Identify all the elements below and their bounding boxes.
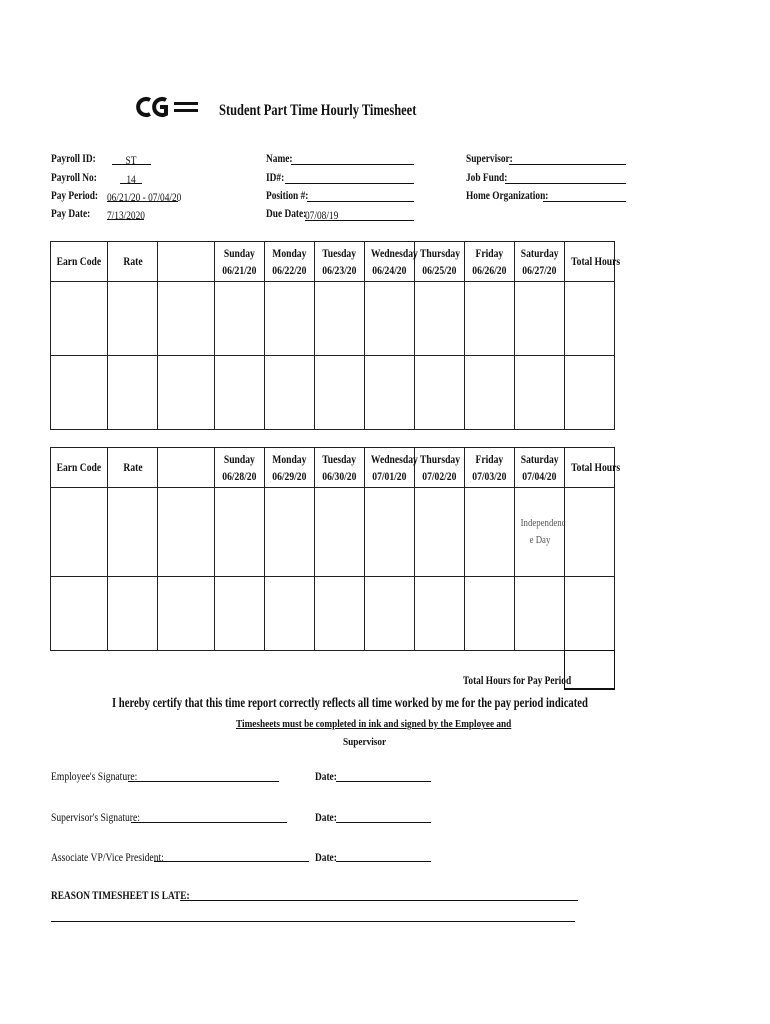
name-label: Name: <box>266 151 293 165</box>
week2-cell[interactable] <box>565 488 615 577</box>
week2-cell[interactable] <box>415 488 465 577</box>
supervisor-date-label: Date: <box>315 810 337 824</box>
position-label: Position #: <box>266 188 309 202</box>
pay-date-label: Pay Date: <box>51 206 91 220</box>
week2-day-header: Tuesday 06/30/20 <box>315 448 365 488</box>
week2-cell[interactable] <box>515 577 565 651</box>
due-date-value: 07/08/19 <box>305 208 339 222</box>
reason-late-line2[interactable] <box>51 921 575 922</box>
certification-text: I hereby certify that this time report correctly reflects all time worked by me for the pay period indicated <box>112 696 588 711</box>
home-org-field[interactable] <box>543 188 626 202</box>
vp-date-label: Date: <box>315 850 337 864</box>
holiday-note-line2: e Day <box>529 534 550 546</box>
week1-cell[interactable] <box>315 282 365 356</box>
total-pay-period-box[interactable] <box>564 650 615 690</box>
week2-cell[interactable] <box>315 577 365 651</box>
supervisor-field[interactable] <box>509 151 626 165</box>
week1-cell[interactable] <box>415 356 465 430</box>
week1-cell[interactable] <box>265 282 315 356</box>
week2-total-header: Total Hours <box>565 448 615 488</box>
name-field[interactable] <box>291 151 414 165</box>
logo <box>136 96 200 118</box>
pay-date-value-box[interactable] <box>107 206 144 220</box>
home-org-label: Home Organization: <box>466 188 549 202</box>
id-label: ID#: <box>266 170 285 184</box>
week2-row <box>51 577 615 651</box>
week2-day-header: Wednesday 07/01/20 <box>365 448 415 488</box>
payroll-no-label: Payroll No: <box>51 170 97 184</box>
vp-signature-line[interactable] <box>154 861 309 862</box>
week1-day-header: Sunday 06/21/20 <box>215 242 265 282</box>
week1-header-row <box>51 242 615 282</box>
employee-signature-label: Employee's Signature: <box>51 769 138 783</box>
week1-cell[interactable] <box>108 356 158 430</box>
week2-cell[interactable] <box>415 577 465 651</box>
week2-day-header: Friday 07/03/20 <box>465 448 515 488</box>
reason-late-label: REASON TIMESHEET IS LATE: <box>51 888 190 902</box>
week2-cell[interactable] <box>108 488 158 577</box>
week1-rate-header: Rate <box>108 242 158 282</box>
week2-cell[interactable] <box>465 577 515 651</box>
week1-cell[interactable] <box>415 282 465 356</box>
position-field[interactable] <box>307 188 414 202</box>
payroll-id-label: Payroll ID: <box>51 151 96 165</box>
week1-cell[interactable] <box>465 356 515 430</box>
week1-day-header: Thursday 06/25/20 <box>415 242 465 282</box>
ink-note-line1: Timesheets must be completed in ink and signed by the Employee and <box>236 718 512 730</box>
week2-cell[interactable] <box>158 577 215 651</box>
pay-date-value: 7/13/2020 <box>107 208 145 222</box>
due-date-label: Due Date: <box>266 206 307 220</box>
week2-day-header: Monday 06/29/20 <box>265 448 315 488</box>
week2-day-header: Saturday 07/04/20 <box>515 448 565 488</box>
week2-cell[interactable] <box>51 488 108 577</box>
week1-cell[interactable] <box>365 356 415 430</box>
week1-cell[interactable] <box>108 282 158 356</box>
holiday-note-cell[interactable] <box>515 488 565 577</box>
page-title: Student Part Time Hourly Timesheet <box>219 102 417 119</box>
employee-signature-line[interactable] <box>128 781 279 782</box>
week1-cell[interactable] <box>515 282 565 356</box>
ink-note-line2: Supervisor <box>343 736 387 748</box>
due-date-field[interactable] <box>305 206 414 221</box>
pay-period-value: 06/21/20 - 07/04/20 <box>107 190 182 204</box>
week1-cell[interactable] <box>565 282 615 356</box>
week1-cell[interactable] <box>515 356 565 430</box>
payroll-no-value-box[interactable] <box>120 170 142 184</box>
week1-cell[interactable] <box>565 356 615 430</box>
week1-total-header: Total Hours <box>565 242 615 282</box>
week1-cell[interactable] <box>465 282 515 356</box>
holiday-note-line1: Independenc <box>520 517 566 529</box>
supervisor-date-line[interactable] <box>336 822 431 823</box>
job-fund-field[interactable] <box>505 170 626 184</box>
job-fund-label: Job Fund: <box>466 170 508 184</box>
week1-day-header: Tuesday 06/23/20 <box>315 242 365 282</box>
pay-period-value-box[interactable] <box>107 188 182 204</box>
vp-date-line[interactable] <box>336 861 431 862</box>
pay-period-label: Pay Period: <box>51 188 99 202</box>
week1-cell[interactable] <box>158 356 215 430</box>
supervisor-signature-line[interactable] <box>131 822 287 823</box>
payroll-id-value-box[interactable] <box>112 151 151 165</box>
week2-cell[interactable] <box>215 488 265 577</box>
week2-day-header: Sunday 06/28/20 <box>215 448 265 488</box>
total-pay-period-label: Total Hours for Pay Period <box>463 673 572 687</box>
id-field[interactable] <box>285 170 414 184</box>
week1-cell[interactable] <box>315 356 365 430</box>
week2-table <box>50 447 621 651</box>
week2-row <box>51 488 615 577</box>
college-logo-icon <box>136 96 200 118</box>
week1-cell[interactable] <box>51 282 108 356</box>
week2-cell[interactable] <box>265 488 315 577</box>
week2-cell[interactable] <box>51 577 108 651</box>
week2-rate-header: Rate <box>108 448 158 488</box>
reason-late-line1[interactable] <box>180 900 578 901</box>
week1-row <box>51 356 615 430</box>
week1-cell[interactable] <box>265 356 315 430</box>
week1-cell[interactable] <box>158 282 215 356</box>
week2-cell[interactable] <box>365 488 415 577</box>
week2-cell[interactable] <box>465 488 515 577</box>
payroll-id-value: ST <box>126 153 137 167</box>
week2-header-row <box>51 448 615 488</box>
supervisor-label: Supervisor: <box>466 151 513 165</box>
week2-blank-header <box>158 448 215 488</box>
week1-cell[interactable] <box>365 282 415 356</box>
employee-date-label: Date: <box>315 769 337 783</box>
week2-cell[interactable] <box>315 488 365 577</box>
week1-day-header: Saturday 06/27/20 <box>515 242 565 282</box>
week1-table <box>50 241 621 430</box>
employee-date-line[interactable] <box>336 781 431 782</box>
week1-blank-header <box>158 242 215 282</box>
supervisor-signature-label: Supervisor's Signature: <box>51 810 140 824</box>
payroll-no-value: 14 <box>126 172 136 186</box>
week1-cell[interactable] <box>215 356 265 430</box>
week1-day-header: Wednesday 06/24/20 <box>365 242 415 282</box>
week2-cell[interactable] <box>158 488 215 577</box>
week1-earn-code-header: Earn Code <box>51 242 108 282</box>
week1-cell[interactable] <box>215 282 265 356</box>
week2-earn-code-header: Earn Code <box>51 448 108 488</box>
vp-signature-label: Associate VP/Vice President: <box>51 850 164 864</box>
week2-cell[interactable] <box>265 577 315 651</box>
week2-cell[interactable] <box>565 577 615 651</box>
week2-cell[interactable] <box>365 577 415 651</box>
week1-day-header: Monday 06/22/20 <box>265 242 315 282</box>
week1-row <box>51 282 615 356</box>
week1-cell[interactable] <box>51 356 108 430</box>
week2-day-header: Thursday 07/02/20 <box>415 448 465 488</box>
week1-day-header: Friday 06/26/20 <box>465 242 515 282</box>
week2-cell[interactable] <box>215 577 265 651</box>
week2-cell[interactable] <box>108 577 158 651</box>
